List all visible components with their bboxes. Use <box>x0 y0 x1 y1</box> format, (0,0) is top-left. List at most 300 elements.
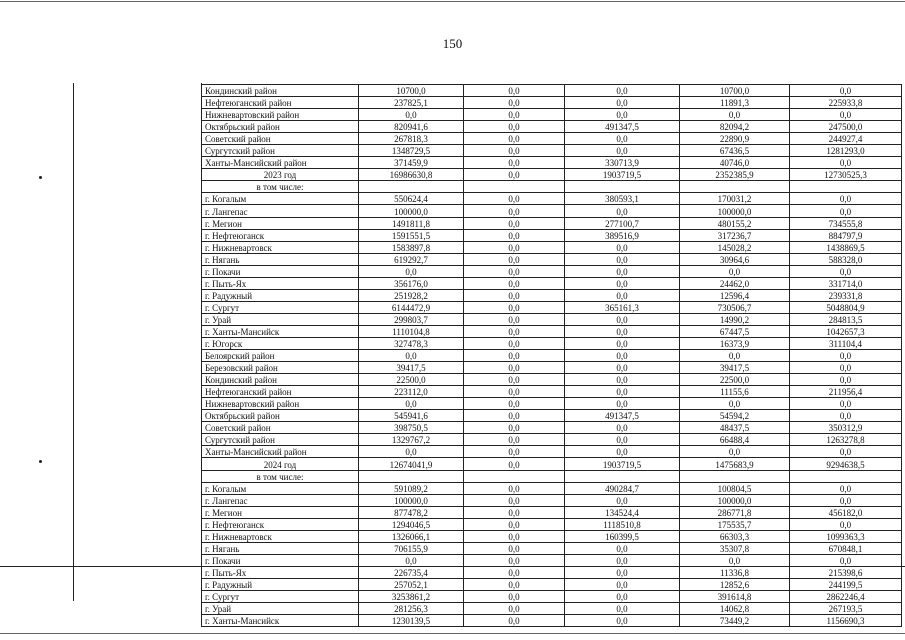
value-cell-regional: 0,0 <box>565 554 680 566</box>
value-cell-local: 100000,0 <box>680 494 790 506</box>
row-name-cell: г. Нягань <box>202 253 359 265</box>
row-name-cell: г. Когалым <box>202 193 359 205</box>
row-name-cell: г. Лангепас <box>202 205 359 217</box>
table-bottom-rule <box>0 566 905 567</box>
value-cell-total: 1583897,8 <box>359 241 464 253</box>
row-name-cell: 2024 год <box>202 458 359 470</box>
value-cell-total: 371459,9 <box>359 157 464 169</box>
value-cell-regional: 0,0 <box>565 603 680 615</box>
value-cell-other: 0,0 <box>790 374 902 386</box>
value-cell-other: 456182,0 <box>790 506 902 518</box>
value-cell-other: 0,0 <box>790 518 902 530</box>
value-cell-federal: 0,0 <box>464 410 565 422</box>
value-cell-regional: 0,0 <box>565 446 680 458</box>
value-cell-federal: 0,0 <box>464 494 565 506</box>
table-row <box>202 578 902 590</box>
row-name-cell: Советский район <box>202 133 359 145</box>
row-name-cell: Ханты-Мансийский район <box>202 446 359 458</box>
value-cell-other: 5048804,9 <box>790 301 902 313</box>
value-cell-regional: 0,0 <box>565 434 680 446</box>
value-cell-regional: 0,0 <box>565 542 680 554</box>
value-cell-regional: 490284,7 <box>565 482 680 494</box>
value-cell-local: 170031,2 <box>680 193 790 205</box>
value-cell-total: 1294046,5 <box>359 518 464 530</box>
value-cell-federal: 0,0 <box>464 386 565 398</box>
value-cell-local: 14062,8 <box>680 603 790 615</box>
row-name-cell: Кондинский район <box>202 374 359 386</box>
value-cell-other: 0,0 <box>790 362 902 374</box>
value-cell-regional: 0,0 <box>565 422 680 434</box>
table-row <box>202 374 902 386</box>
value-cell-other: 0,0 <box>790 157 902 169</box>
value-cell-local: 0,0 <box>680 446 790 458</box>
row-name-cell: г. Покачи <box>202 265 359 277</box>
value-cell-other: 2862246,4 <box>790 590 902 602</box>
row-name-cell: Ханты-Мансийский район <box>202 157 359 169</box>
table-row <box>202 615 902 627</box>
value-cell-federal: 0,0 <box>464 554 565 566</box>
table-row <box>202 289 902 301</box>
value-cell-total: 267818,3 <box>359 133 464 145</box>
value-cell-total: 6144472,9 <box>359 301 464 313</box>
value-cell-federal: 0,0 <box>464 289 565 301</box>
value-cell-regional: 0,0 <box>565 253 680 265</box>
row-name-cell: г. Мегион <box>202 217 359 229</box>
table-row <box>202 313 902 325</box>
row-name-cell: г. Пыть-Ях <box>202 566 359 578</box>
value-cell-other: 247500,0 <box>790 121 902 133</box>
table-row <box>202 482 902 494</box>
value-cell-regional: 0,0 <box>565 350 680 362</box>
table-row <box>202 603 902 615</box>
row-name-cell: Нефтеюганский район <box>202 386 359 398</box>
value-cell-local: 66488,4 <box>680 434 790 446</box>
value-cell-federal: 0,0 <box>464 542 565 554</box>
table-row <box>202 494 902 506</box>
row-name-cell: г. Пыть-Ях <box>202 277 359 289</box>
value-cell-federal: 0,0 <box>464 362 565 374</box>
value-cell-local: 286771,8 <box>680 506 790 518</box>
value-cell-regional: 0,0 <box>565 205 680 217</box>
row-name-cell: г. Сургут <box>202 301 359 313</box>
value-cell-other: 0,0 <box>790 350 902 362</box>
table-row <box>202 133 902 145</box>
value-cell-federal: 0,0 <box>464 277 565 289</box>
value-cell-local <box>680 181 790 193</box>
value-cell-other: 588328,0 <box>790 253 902 265</box>
value-cell-local: 175535,7 <box>680 518 790 530</box>
value-cell-federal: 0,0 <box>464 590 565 602</box>
value-cell-other: 225933,8 <box>790 97 902 109</box>
page-number: 150 <box>442 36 463 51</box>
value-cell-total: 100000,0 <box>359 494 464 506</box>
value-cell-regional: 0,0 <box>565 566 680 578</box>
row-name-cell: Советский район <box>202 422 359 434</box>
value-cell-regional: 491347,5 <box>565 410 680 422</box>
value-cell-local: 391614,8 <box>680 590 790 602</box>
value-cell-other: 215398,6 <box>790 566 902 578</box>
value-cell-federal: 0,0 <box>464 482 565 494</box>
value-cell-regional: 277100,7 <box>565 217 680 229</box>
value-cell-other: 0,0 <box>790 193 902 205</box>
value-cell-total: 10700,0 <box>359 85 464 97</box>
budget-table-body <box>202 85 902 627</box>
table-row <box>202 193 902 205</box>
row-name-cell: Нижневартовский район <box>202 109 359 121</box>
table-row <box>202 434 902 446</box>
value-cell-local: 14990,2 <box>680 313 790 325</box>
value-cell-regional: 0,0 <box>565 265 680 277</box>
value-cell-regional: 0,0 <box>565 578 680 590</box>
row-name-cell: Нижневартовский район <box>202 398 359 410</box>
value-cell-regional: 0,0 <box>565 289 680 301</box>
value-cell-other: 1281293,0 <box>790 145 902 157</box>
value-cell-total: 257052,1 <box>359 578 464 590</box>
row-name-cell: г. Нефтеюганск <box>202 518 359 530</box>
value-cell-federal: 0,0 <box>464 109 565 121</box>
value-cell-local: 73449,2 <box>680 615 790 627</box>
value-cell-other: 244927,4 <box>790 133 902 145</box>
value-cell-federal: 0,0 <box>464 566 565 578</box>
value-cell-total: 39417,5 <box>359 362 464 374</box>
table-row <box>202 362 902 374</box>
value-cell-federal: 0,0 <box>464 97 565 109</box>
table-row <box>202 337 902 349</box>
table-row <box>202 446 902 458</box>
value-cell-local: 66303,3 <box>680 530 790 542</box>
value-cell-total: 0,0 <box>359 554 464 566</box>
value-cell-total <box>359 181 464 193</box>
table-row <box>202 217 902 229</box>
value-cell-other: 284813,5 <box>790 313 902 325</box>
value-cell-other: 1438869,5 <box>790 241 902 253</box>
value-cell-federal: 0,0 <box>464 133 565 145</box>
row-name-cell: г. Мегион <box>202 506 359 518</box>
table-row <box>202 590 902 602</box>
value-cell-local: 730506,7 <box>680 301 790 313</box>
value-cell-regional: 0,0 <box>565 337 680 349</box>
table-row <box>202 109 902 121</box>
margin-dot <box>39 176 42 179</box>
value-cell-total: 237825,1 <box>359 97 464 109</box>
table-row <box>202 229 902 241</box>
value-cell-regional: 365161,3 <box>565 301 680 313</box>
value-cell-local: 67447,5 <box>680 325 790 337</box>
table-row <box>202 277 902 289</box>
value-cell-other <box>790 470 902 482</box>
value-cell-other: 0,0 <box>790 482 902 494</box>
value-cell-other: 239331,8 <box>790 289 902 301</box>
value-cell-local: 0,0 <box>680 265 790 277</box>
value-cell-regional: 380593,1 <box>565 193 680 205</box>
value-cell-other: 267193,5 <box>790 603 902 615</box>
value-cell-local: 40746,0 <box>680 157 790 169</box>
value-cell-local: 12596,4 <box>680 289 790 301</box>
table-row <box>202 518 902 530</box>
value-cell-federal: 0,0 <box>464 325 565 337</box>
scan-edge-bottom <box>0 633 905 634</box>
value-cell-local: 67436,5 <box>680 145 790 157</box>
value-cell-total: 100000,0 <box>359 205 464 217</box>
value-cell-other: 0,0 <box>790 85 902 97</box>
table-row <box>202 506 902 518</box>
value-cell-other: 0,0 <box>790 494 902 506</box>
table-row <box>202 157 902 169</box>
value-cell-regional: 0,0 <box>565 374 680 386</box>
table-row <box>202 554 902 566</box>
value-cell-regional: 389516,9 <box>565 229 680 241</box>
value-cell-total: 281256,3 <box>359 603 464 615</box>
value-cell-regional: 0,0 <box>565 109 680 121</box>
value-cell-total: 706155,9 <box>359 542 464 554</box>
value-cell-total: 223112,0 <box>359 386 464 398</box>
row-name-cell: Березовский район <box>202 362 359 374</box>
value-cell-local: 16373,9 <box>680 337 790 349</box>
value-cell-total: 22500,0 <box>359 374 464 386</box>
value-cell-total: 0,0 <box>359 109 464 121</box>
table-row <box>202 386 902 398</box>
value-cell-federal: 0,0 <box>464 506 565 518</box>
value-cell-other: 311104,4 <box>790 337 902 349</box>
table-row <box>202 205 902 217</box>
value-cell-regional: 0,0 <box>565 277 680 289</box>
value-cell-local: 39417,5 <box>680 362 790 374</box>
value-cell-total: 12674041,9 <box>359 458 464 470</box>
value-cell-total: 327478,3 <box>359 337 464 349</box>
value-cell-regional: 1118510,8 <box>565 518 680 530</box>
value-cell-total <box>359 470 464 482</box>
value-cell-other: 734555,8 <box>790 217 902 229</box>
row-name-cell: Белоярский район <box>202 350 359 362</box>
table-row <box>202 301 902 313</box>
row-name-cell: Кондинский район <box>202 85 359 97</box>
table-row <box>202 169 902 181</box>
row-name-cell: Октябрьский район <box>202 410 359 422</box>
value-cell-other: 0,0 <box>790 554 902 566</box>
row-name-cell: Сургутский район <box>202 145 359 157</box>
value-cell-regional: 0,0 <box>565 386 680 398</box>
value-cell-local: 35307,8 <box>680 542 790 554</box>
scan-edge-top <box>0 1 905 2</box>
value-cell-regional: 1903719,5 <box>565 458 680 470</box>
value-cell-federal <box>464 470 565 482</box>
table-row <box>202 410 902 422</box>
value-cell-regional <box>565 181 680 193</box>
row-name-cell: Сургутский район <box>202 434 359 446</box>
value-cell-total: 356176,0 <box>359 277 464 289</box>
value-cell-federal: 0,0 <box>464 265 565 277</box>
value-cell-other: 1156690,3 <box>790 615 902 627</box>
value-cell-other: 0,0 <box>790 398 902 410</box>
value-cell-regional: 330713,9 <box>565 157 680 169</box>
value-cell-other: 670848,1 <box>790 542 902 554</box>
table-row <box>202 121 902 133</box>
value-cell-local: 100000,0 <box>680 205 790 217</box>
value-cell-local: 12852,6 <box>680 578 790 590</box>
value-cell-local: 54594,2 <box>680 410 790 422</box>
value-cell-local: 0,0 <box>680 350 790 362</box>
row-name-cell: в том числе: <box>202 181 359 193</box>
value-cell-regional: 491347,5 <box>565 121 680 133</box>
value-cell-regional: 0,0 <box>565 145 680 157</box>
value-cell-other: 350312,9 <box>790 422 902 434</box>
row-name-cell: Нефтеюганский район <box>202 97 359 109</box>
row-name-cell: г. Сургут <box>202 590 359 602</box>
value-cell-other: 0,0 <box>790 205 902 217</box>
value-cell-local: 30964,6 <box>680 253 790 265</box>
value-cell-local: 22500,0 <box>680 374 790 386</box>
value-cell-total: 0,0 <box>359 398 464 410</box>
value-cell-total: 545941,6 <box>359 410 464 422</box>
table-row <box>202 85 902 97</box>
value-cell-regional: 1903719,5 <box>565 169 680 181</box>
value-cell-other: 244199,5 <box>790 578 902 590</box>
table-row <box>202 265 902 277</box>
value-cell-regional: 0,0 <box>565 362 680 374</box>
table-row <box>202 97 902 109</box>
value-cell-local: 10700,0 <box>680 85 790 97</box>
value-cell-federal: 0,0 <box>464 337 565 349</box>
value-cell-total: 591089,2 <box>359 482 464 494</box>
value-cell-total: 1491811,8 <box>359 217 464 229</box>
value-cell-total: 1348729,5 <box>359 145 464 157</box>
value-cell-federal: 0,0 <box>464 398 565 410</box>
table-row <box>202 145 902 157</box>
row-name-cell: г. Нижневартовск <box>202 530 359 542</box>
value-cell-local: 1475683,9 <box>680 458 790 470</box>
value-cell-regional: 0,0 <box>565 325 680 337</box>
value-cell-federal: 0,0 <box>464 518 565 530</box>
value-cell-regional: 160399,5 <box>565 530 680 542</box>
table-row <box>202 398 902 410</box>
value-cell-local: 0,0 <box>680 554 790 566</box>
value-cell-total: 550624,4 <box>359 193 464 205</box>
value-cell-other: 1099363,3 <box>790 530 902 542</box>
value-cell-regional: 0,0 <box>565 615 680 627</box>
value-cell-regional: 0,0 <box>565 241 680 253</box>
value-cell-local: 100804,5 <box>680 482 790 494</box>
value-cell-local: 0,0 <box>680 109 790 121</box>
row-name-cell: г. Нефтеюганск <box>202 229 359 241</box>
row-name-cell: г. Ханты-Мансийск <box>202 615 359 627</box>
value-cell-federal: 0,0 <box>464 229 565 241</box>
value-cell-federal: 0,0 <box>464 530 565 542</box>
table-row <box>202 458 902 470</box>
value-cell-other <box>790 181 902 193</box>
row-name-cell: 2023 год <box>202 169 359 181</box>
value-cell-total: 0,0 <box>359 265 464 277</box>
value-cell-federal: 0,0 <box>464 374 565 386</box>
value-cell-federal: 0,0 <box>464 422 565 434</box>
value-cell-local: 48437,5 <box>680 422 790 434</box>
value-cell-local: 11336,8 <box>680 566 790 578</box>
value-cell-other: 884797,9 <box>790 229 902 241</box>
table-row <box>202 253 902 265</box>
value-cell-federal: 0,0 <box>464 85 565 97</box>
value-cell-local: 145028,2 <box>680 241 790 253</box>
row-name-cell: г. Ханты-Мансийск <box>202 325 359 337</box>
value-cell-other: 331714,0 <box>790 277 902 289</box>
value-cell-federal: 0,0 <box>464 458 565 470</box>
row-name-cell: г. Покачи <box>202 554 359 566</box>
value-cell-local: 11155,6 <box>680 386 790 398</box>
value-cell-federal: 0,0 <box>464 193 565 205</box>
table-row <box>202 325 902 337</box>
value-cell-federal: 0,0 <box>464 121 565 133</box>
value-cell-total: 619292,7 <box>359 253 464 265</box>
value-cell-total: 226735,4 <box>359 566 464 578</box>
value-cell-regional: 0,0 <box>565 97 680 109</box>
value-cell-regional: 0,0 <box>565 494 680 506</box>
table-row <box>202 566 902 578</box>
table-row <box>202 181 902 193</box>
value-cell-other: 1042657,3 <box>790 325 902 337</box>
table-row <box>202 542 902 554</box>
value-cell-total: 3253861,2 <box>359 590 464 602</box>
value-cell-other: 9294638,5 <box>790 458 902 470</box>
value-cell-local: 480155,2 <box>680 217 790 229</box>
margin-dot <box>39 460 42 463</box>
value-cell-federal: 0,0 <box>464 434 565 446</box>
value-cell-other: 12730525,3 <box>790 169 902 181</box>
value-cell-regional <box>565 470 680 482</box>
row-name-cell: Октябрьский район <box>202 121 359 133</box>
value-cell-federal: 0,0 <box>464 157 565 169</box>
value-cell-total: 0,0 <box>359 446 464 458</box>
value-cell-federal: 0,0 <box>464 578 565 590</box>
row-name-cell: г. Радужный <box>202 289 359 301</box>
value-cell-regional: 0,0 <box>565 313 680 325</box>
table-row <box>202 470 902 482</box>
value-cell-federal: 0,0 <box>464 169 565 181</box>
value-cell-local: 11891,3 <box>680 97 790 109</box>
row-name-cell: г. Когалым <box>202 482 359 494</box>
value-cell-regional: 0,0 <box>565 398 680 410</box>
value-cell-federal: 0,0 <box>464 446 565 458</box>
budget-table <box>201 84 902 627</box>
value-cell-other: 0,0 <box>790 265 902 277</box>
value-cell-other: 1263278,8 <box>790 434 902 446</box>
table-row <box>202 530 902 542</box>
value-cell-regional: 134524,4 <box>565 506 680 518</box>
row-name-cell: г. Урай <box>202 603 359 615</box>
value-cell-federal: 0,0 <box>464 253 565 265</box>
row-name-cell: г. Урай <box>202 313 359 325</box>
value-cell-federal: 0,0 <box>464 603 565 615</box>
row-name-cell: г. Нижневартовск <box>202 241 359 253</box>
value-cell-total: 251928,2 <box>359 289 464 301</box>
value-cell-federal: 0,0 <box>464 350 565 362</box>
row-name-cell: в том числе: <box>202 470 359 482</box>
value-cell-total: 1329767,2 <box>359 434 464 446</box>
value-cell-total: 0,0 <box>359 350 464 362</box>
value-cell-total: 1326066,1 <box>359 530 464 542</box>
value-cell-local: 317236,7 <box>680 229 790 241</box>
value-cell-total: 820941,6 <box>359 121 464 133</box>
row-name-cell: г. Лангепас <box>202 494 359 506</box>
value-cell-federal: 0,0 <box>464 217 565 229</box>
value-cell-other: 0,0 <box>790 109 902 121</box>
value-cell-local: 2352385,9 <box>680 169 790 181</box>
value-cell-total: 398750,5 <box>359 422 464 434</box>
value-cell-regional: 0,0 <box>565 133 680 145</box>
value-cell-other: 0,0 <box>790 410 902 422</box>
value-cell-total: 299803,7 <box>359 313 464 325</box>
table-row <box>202 350 902 362</box>
value-cell-federal: 0,0 <box>464 301 565 313</box>
value-cell-local: 82094,2 <box>680 121 790 133</box>
value-cell-total: 16986630,8 <box>359 169 464 181</box>
